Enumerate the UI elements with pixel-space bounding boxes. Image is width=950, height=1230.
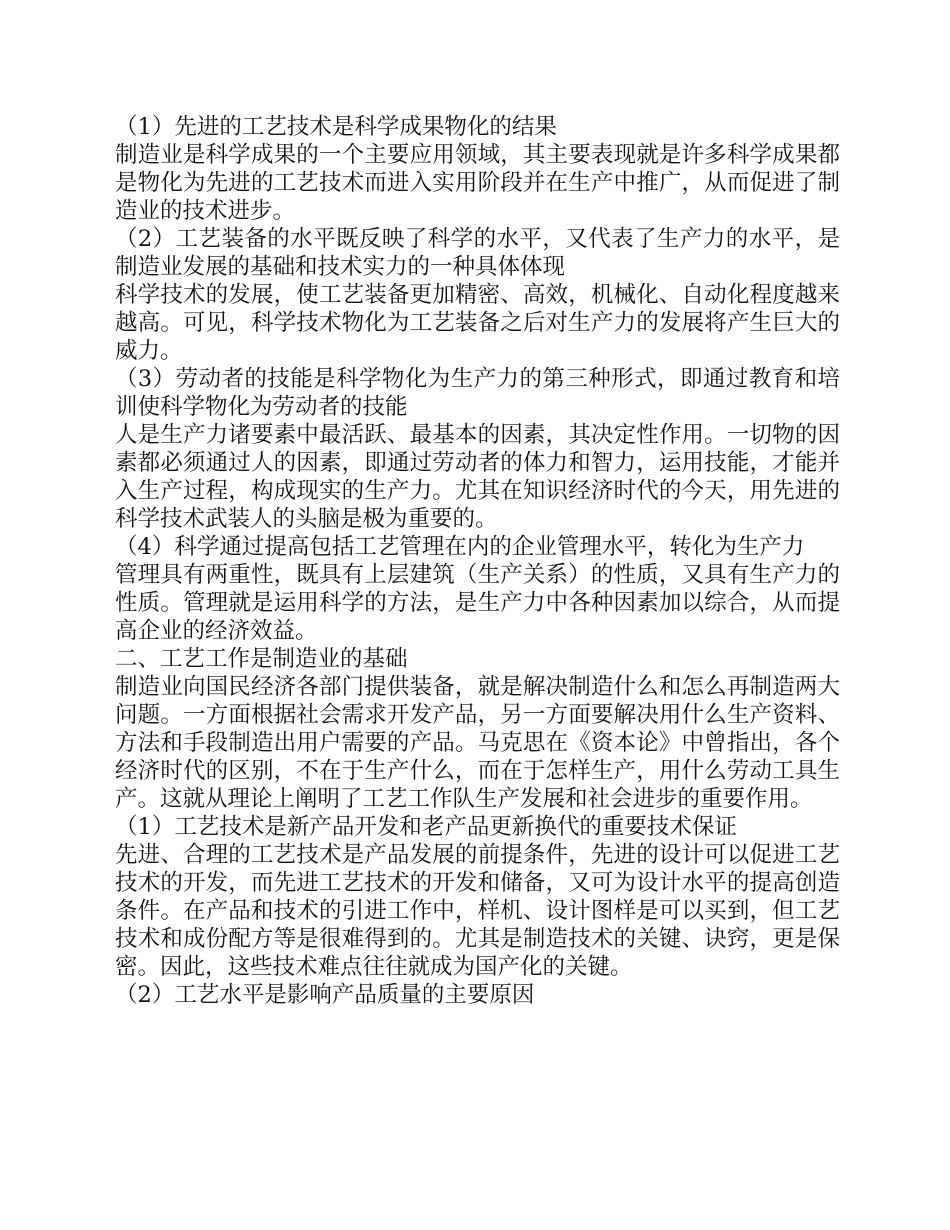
document-body: [115, 113, 840, 1009]
body-paragraph-1: 制造业是科学成果的一个主要应用领域，其主要表现就是许多科学成果都是物化为先进的工艺技术而进入实用阶段并在生产中推广，从而促进了制造业的技术进步。: [115, 142, 840, 224]
chapter-heading-2: 二、工艺工作是制造业的基础: [115, 646, 408, 672]
body-paragraph-4: 管理具有两重性，既具有上层建筑（生产关系）的性质，又具有生产力的性质。管理就是运用科学的方法，是生产力中各种因素加以综合，从而提高企业的经济效益。: [115, 562, 840, 644]
section-heading-6: （2）工艺水平是影响产品质量的主要原因: [115, 982, 535, 1008]
section-heading-4: （4）科学通过提高包括工艺管理在内的企业管理水平，转化为生产力: [115, 534, 805, 560]
section-heading-5: （1）工艺技术是新产品开发和老产品更新换代的重要技术保证: [115, 814, 737, 840]
body-paragraph-3: 人是生产力诸要素中最活跃、最基本的因素，其决定性作用。一切物的因素都必须通过人的因素，即通过劳动者的体力和智力，运用技能，才能并入生产过程，构成现实的生产力。尤其在知识经济时代的今天，用先进的科学技术武装人的头脑是极为重要的。: [115, 422, 840, 532]
body-paragraph-6: 先进、合理的工艺技术是产品发展的前提条件，先进的设计可以促进工艺技术的开发，而先进工艺技术的开发和储备，又可为设计水平的提高创造条件。在产品和技术的引进工作中，样机、设计图样是可以买到，但工艺技术和成份配方等是很难得到的。尤其是制造技术的关键、诀窍，更是保密。因此，这些技术难点往往就成为国产化的关键。: [115, 842, 840, 980]
body-paragraph-2: 科学技术的发展，使工艺装备更加精密、高效，机械化、自动化程度越来越高。可见，科学技术物化为工艺装备之后对生产力的发展将产生巨大的威力。: [115, 282, 840, 364]
section-heading-3: （3）劳动者的技能是科学物化为生产力的第三种形式，即通过教育和培训使科学物化为劳动者的技能: [115, 366, 840, 420]
section-heading-2: （2）工艺装备的水平既反映了科学的水平，又代表了生产力的水平，是制造业发展的基础和技术实力的一种具体体现: [115, 226, 840, 280]
body-paragraph-5: 制造业向国民经济各部门提供装备，就是解决制造什么和怎么再制造两大问题。一方面根据社会需求开发产品，另一方面要解决用什么生产资料、方法和手段制造出用户需要的产品。马克思在《资本论》中曾指出，各个经济时代的区别，不在于生产什么，而在于怎样生产，用什么劳动工具生产。这就从理论上阐明了工艺工作队生产发展和社会进步的重要作用。: [115, 674, 840, 812]
section-heading-1: （1）先进的工艺技术是科学成果物化的结果: [115, 114, 557, 140]
